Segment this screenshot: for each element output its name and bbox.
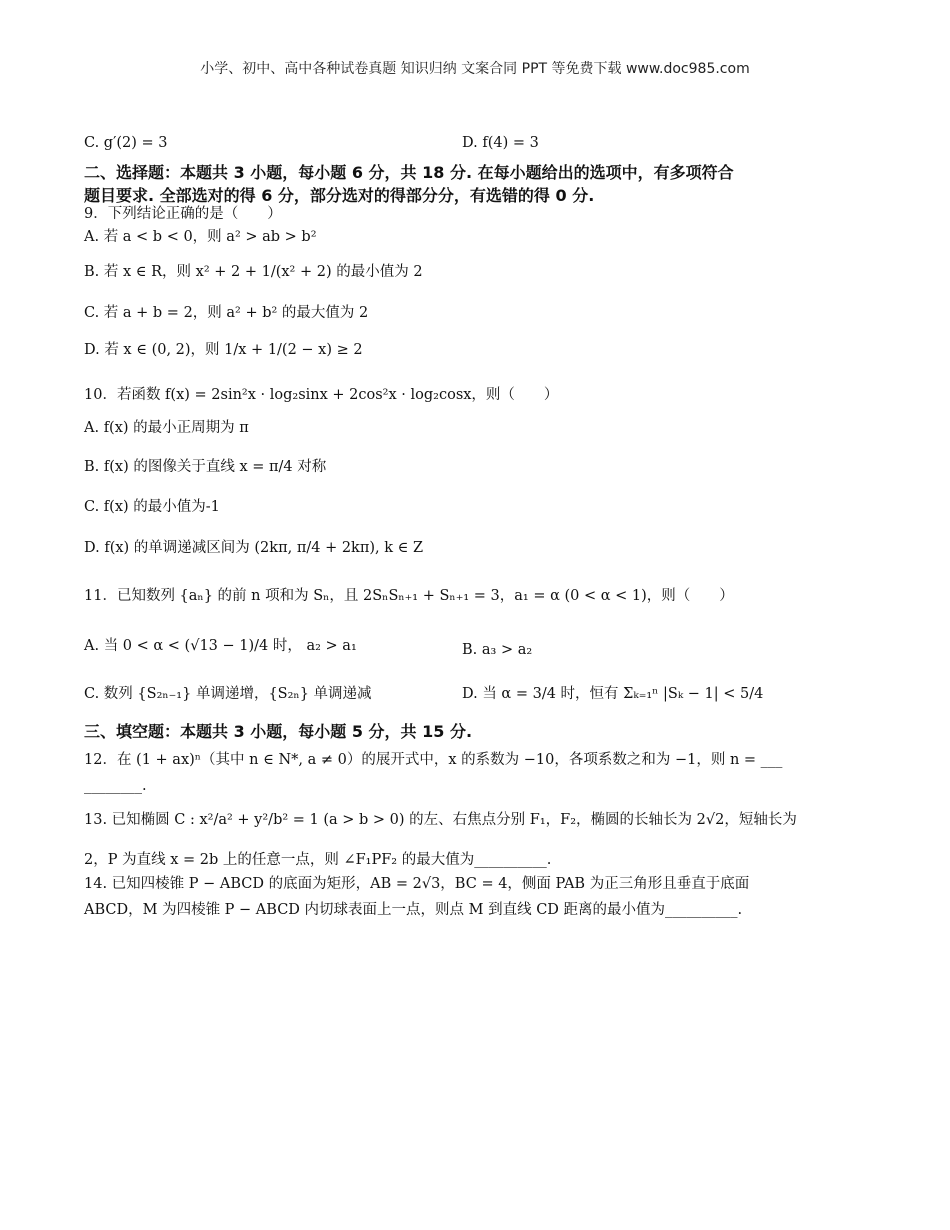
site-header-banner: 小学、初中、高中各种试卷真题 知识归纳 文案合同 PPT 等免费下载 www.doc985.com — [200, 61, 750, 77]
prev-option-d: D. f(4) = 3 — [462, 135, 539, 151]
q11-option-c: C. 数列 {S₂ₙ₋₁} 单调递增，{S₂ₙ} 单调递减 — [84, 686, 372, 702]
q11-option-d: D. 当 α = 3/4 时，恒有 Σₖ₌₁ⁿ |Sₖ − 1| < 5/4 — [462, 686, 764, 702]
q13-line2: 2，P 为直线 x = 2b 上的任意一点，则 ∠F₁PF₂ 的最大值为__________. — [84, 852, 552, 868]
q14-line1: 14. 已知四棱锥 P − ABCD 的底面为矩形，AB = 2√3，BC = 4，侧面 PAB 为正三角形且垂直于底面 — [84, 876, 750, 892]
q9-stem: 9．下列结论正确的是（ ） — [84, 206, 282, 222]
section2-heading-line2: 题目要求. 全部选对的得 6 分，部分选对的得部分分，有选错的得 0 分. — [84, 186, 595, 205]
q10-option-c: C. f(x) 的最小值为-1 — [84, 499, 220, 515]
q9-option-a: A. 若 a < b < 0，则 a² > ab > b² — [84, 229, 317, 245]
q12-line2: ________. — [84, 778, 147, 794]
q11-option-a: A. 当 0 < α < (√13 − 1)/4 时， a₂ > a₁ — [84, 638, 357, 654]
q10-option-a: A. f(x) 的最小正周期为 π — [84, 420, 249, 436]
q10-option-d: D. f(x) 的单调递减区间为 (2kπ, π/4 + 2kπ), k ∈ Z — [84, 540, 424, 556]
q11-stem: 11．已知数列 {aₙ} 的前 n 项和为 Sₙ，且 2SₙSₙ₊₁ + Sₙ₊₁ = 3，a₁ = α (0 < α < 1)，则（ ） — [84, 588, 734, 604]
q13-line1: 13. 已知椭圆 C : x²/a² + y²/b² = 1 (a > b > 0) 的左、右焦点分别 F₁，F₂，椭圆的长轴长为 2√2，短轴长为 — [84, 812, 797, 828]
section2-heading-line1: 二、选择题：本题共 3 小题，每小题 6 分，共 18 分. 在每小题给出的选项中，有多项符合 — [84, 163, 734, 182]
q12-line1: 12．在 (1 + ax)ⁿ（其中 n ∈ N*, a ≠ 0）的展开式中，x 的系数为 −10，各项系数之和为 −1，则 n = ___ — [84, 752, 783, 768]
q9-option-b: B. 若 x ∈ R，则 x² + 2 + 1/(x² + 2) 的最小值为 2 — [84, 264, 423, 280]
q11-option-b: B. a₃ > a₂ — [462, 642, 533, 658]
section3-heading: 三、填空题：本题共 3 小题，每小题 5 分，共 15 分. — [84, 722, 473, 741]
q9-option-c: C. 若 a + b = 2，则 a² + b² 的最大值为 2 — [84, 305, 369, 321]
q14-line2: ABCD，M 为四棱锥 P − ABCD 内切球表面上一点，则点 M 到直线 CD 距离的最小值为__________. — [84, 902, 743, 918]
q10-stem: 10．若函数 f(x) = 2sin²x · log₂sinx + 2cos²x · log₂cosx，则（ ） — [84, 387, 559, 403]
prev-option-c: C. g′(2) = 3 — [84, 135, 168, 151]
q9-option-d: D. 若 x ∈ (0, 2)，则 1/x + 1/(2 − x) ≥ 2 — [84, 342, 363, 358]
q10-option-b: B. f(x) 的图像关于直线 x = π/4 对称 — [84, 459, 327, 475]
